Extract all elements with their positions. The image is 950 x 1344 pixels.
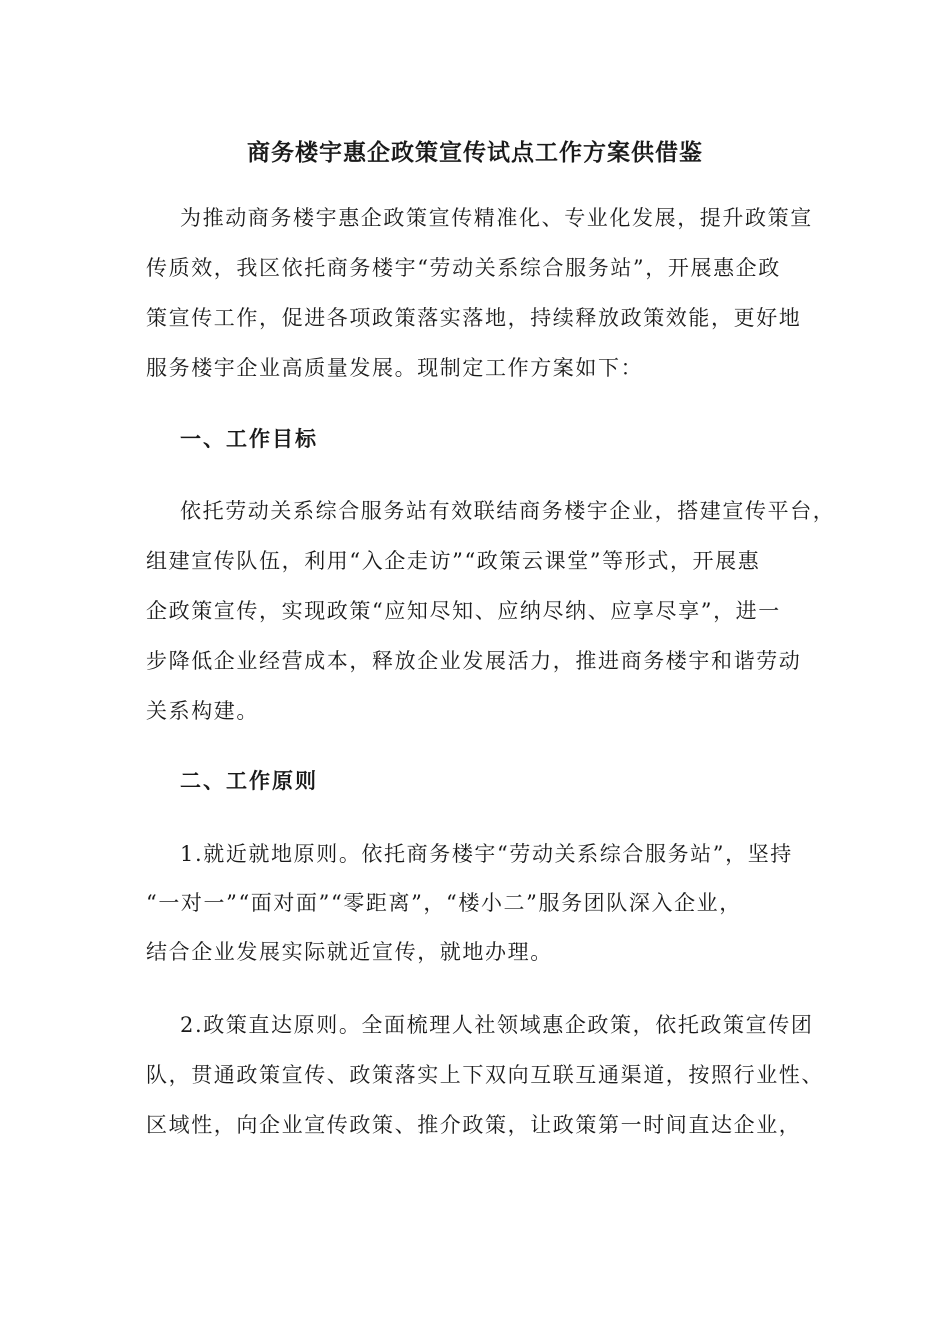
intro-line-1: 为推动商务楼宇惠企政策宣传精准化、专业化发展，提升政策宣 <box>180 206 813 230</box>
document-title: 商务楼宇惠企政策宣传试点工作方案供借鉴 <box>247 140 703 166</box>
principle-1-line-1: 1.就近就地原则。依托商务楼宇“劳动关系综合服务站”，坚持 <box>180 842 793 866</box>
intro-line-4: 服务楼宇企业高质量发展。现制定工作方案如下： <box>146 356 644 380</box>
section-heading-principles: 二、工作原则 <box>180 769 318 793</box>
goals-line-4: 步降低企业经营成本，释放企业发展活力，推进商务楼宇和谐劳动 <box>146 649 802 673</box>
section-heading-goals: 一、工作目标 <box>180 427 318 451</box>
goals-line-3: 企政策宣传，实现政策“应知尽知、应纳尽纳、应享尽享”，进一 <box>146 599 781 623</box>
goals-line-2: 组建宣传队伍，利用“入企走访”“政策云课堂”等形式，开展惠 <box>146 549 761 573</box>
principle-1-line-2: “一对一”“面对面”“零距离”，“楼小二”服务团队深入企业， <box>146 891 742 915</box>
principle-2-line-1: 2.政策直达原则。全面梳理人社领域惠企政策，依托政策宣传团 <box>180 1013 814 1037</box>
intro-line-3: 策宣传工作，促进各项政策落实落地，持续释放政策效能，更好地 <box>146 306 802 330</box>
principle-1-line-3: 结合企业发展实际就近宣传，就地办理。 <box>146 940 553 964</box>
goals-line-5: 关系构建。 <box>146 699 259 723</box>
intro-line-2: 传质效，我区依托商务楼宇“劳动关系综合服务站”，开展惠企政 <box>146 256 781 280</box>
goals-line-1: 依托劳动关系综合服务站有效联结商务楼宇企业，搭建宣传平台， <box>180 499 836 523</box>
principle-2-line-2: 队，贯通政策宣传、政策落实上下双向互联互通渠道，按照行业性、 <box>146 1063 824 1087</box>
principle-2-line-3: 区域性，向企业宣传政策、推介政策，让政策第一时间直达企业， <box>146 1113 802 1137</box>
